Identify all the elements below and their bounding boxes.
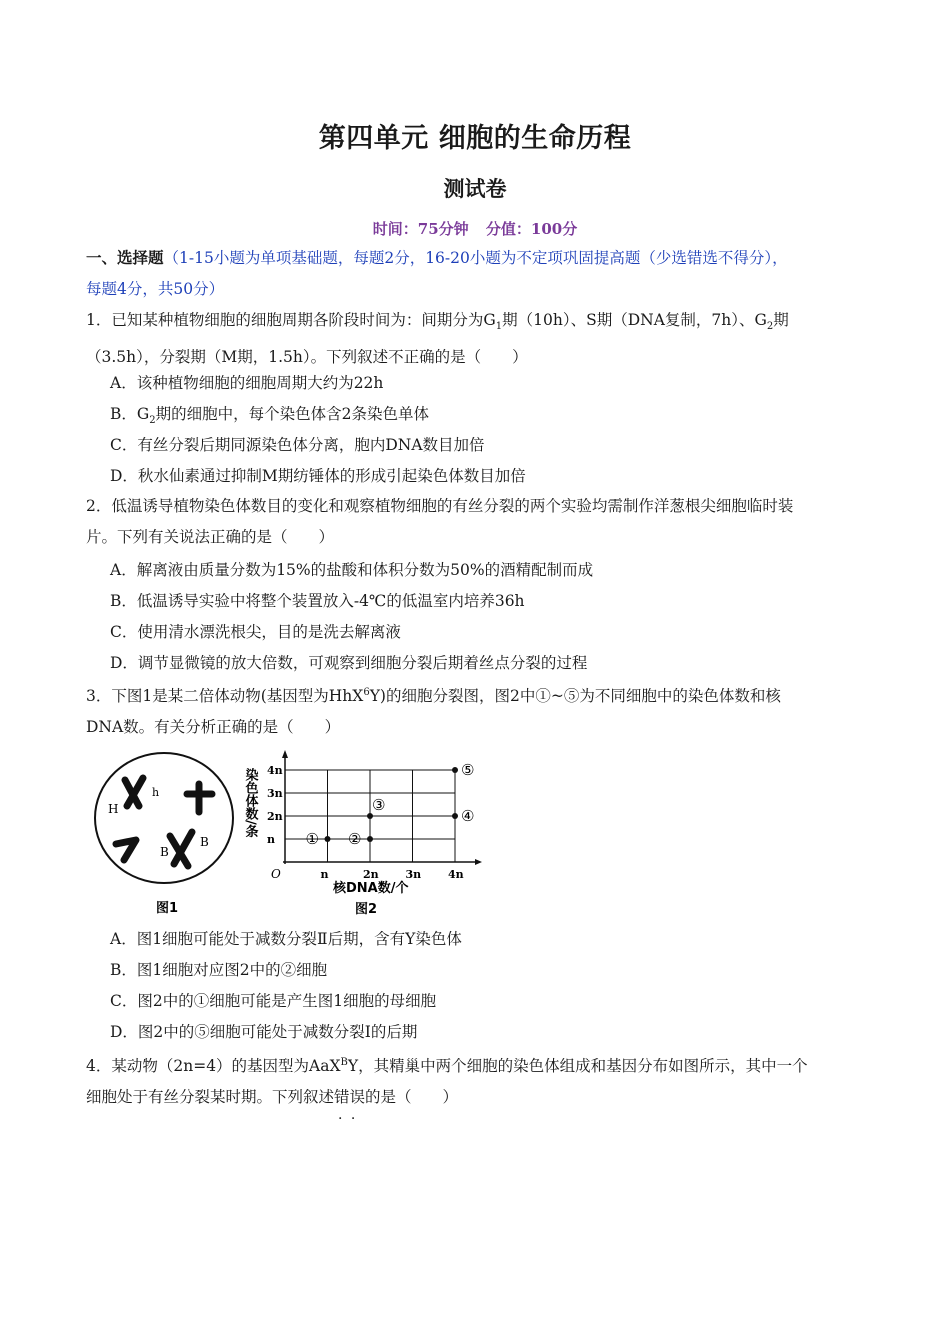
q1-b-sub: 2 [149,415,156,427]
data-point-⑤ [452,767,458,773]
q1-text-line2: （3.5h），分裂期（M期，1.5h）。下列叙述不正确的是（ ） [86,348,528,367]
q2-option-b[interactable]: B．低温诱导实验中将整个装置放入-4℃的低温室内培养36h [110,592,525,610]
q3-text-a: 3．下图1是某二倍体动物(基因型为HhX [86,687,364,706]
q2-option-c[interactable]: C．使用清水漂洗根尖，目的是洗去解离液 [110,623,401,641]
x-tick-label: n [320,868,329,881]
origin-label: O [271,867,281,881]
section-header [86,243,866,305]
section-note-2: 每题4分，共50分） [86,280,225,298]
q1-text-c: 期 [773,311,789,329]
x-tick-label: 2n [363,868,379,881]
q1-option-d[interactable]: D．秋水仙素通过抑制M期纺锤体的形成引起染色体数目加倍 [110,467,526,485]
exam-score: 分值：100分 [485,220,578,238]
q3-option-c[interactable]: C．图2中的①细胞可能是产生图1细胞的母细胞 [110,992,437,1010]
gene-label-B-left: B [160,845,169,859]
cell-membrane [95,753,233,883]
q3-sup: 6 [363,687,370,698]
x-tick-label: 4n [448,868,464,881]
data-point-label: ① [305,830,319,848]
figure-2-label: 图2 [355,902,378,917]
figure-1-cell [95,753,233,916]
question-4-stem [86,1047,866,1113]
q1-sub-1: 1 [495,321,503,333]
q2-text-line2: 片。下列有关说法正确的是（ ） [86,528,335,546]
exam-meta [0,218,950,239]
q1-option-a[interactable]: A．该种植物细胞的细胞周期大约为22h [110,374,384,392]
q3-figure-svg [92,748,492,920]
chromosome-bottom-left [116,840,136,860]
q4-text-line2a: 细胞处于有丝分裂某时期。下列叙述 [86,1088,335,1107]
q4-text-b: Y，其精巢中两个细胞的染色体组成和基因分布如图所示，其中一个 [347,1057,808,1076]
q1-option-c[interactable]: C．有丝分裂后期同源染色体分离，胞内DNA数目加倍 [110,436,485,454]
q1-option-b[interactable] [110,404,850,431]
q4-text-line2b: 的是（ ） [365,1088,459,1107]
chromosome-bottom-right [170,832,192,866]
chromosome-top-left [125,778,143,806]
q4-emphasis-word: 错误 · · [334,1088,365,1106]
gene-label-H: H [108,802,119,816]
figure-2-chart [243,750,483,917]
x-axis-label: 核DNA数/个 [333,881,409,896]
q4-sup: B [340,1057,348,1068]
question-1-stem [86,305,866,373]
q1-b-text-a: B．G [110,405,150,423]
q1-text-a: 1．已知某种植物细胞的细胞周期各阶段时间为：间期分为G [86,311,496,329]
question-3-stem [86,677,866,743]
q2-option-a[interactable]: A．解离液由质量分数为15%的盐酸和体积分数为50%的酒精配制而成 [110,561,594,579]
y-tick-label: n [267,833,275,846]
q1-b-text-b: 期的细胞中，每个染色体含2条染色单体 [155,405,430,423]
q3-text-b: Y)的细胞分裂图，图2中①~⑤为不同细胞中的染色体数和核 [369,687,781,706]
data-point-label: ③ [372,796,386,814]
q3-option-b[interactable]: B．图1细胞对应图2中的②细胞 [110,961,328,979]
data-point-① [325,836,331,842]
question-2-stem [86,491,866,553]
y-tick-label: 4n [267,764,283,777]
q3-figures [92,748,492,920]
y-tick-label: 2n [267,810,283,823]
data-point-label: ④ [461,807,475,825]
y-axis-label: 染色体数/条 [242,768,258,838]
q3-text-line2: DNA数。有关分析正确的是（ ） [86,718,341,737]
q1-sub-2: 2 [766,321,774,333]
q2-option-d[interactable]: D．调节显微镜的放大倍数，可观察到细胞分裂后期着丝点分裂的过程 [110,654,588,672]
gene-label-B-right: B [200,835,209,849]
x-tick-label: 3n [405,868,422,881]
section-note-1: （1-15小题为单项基础题，每题2分，16-20小题为不定项巩固提高题（少选错选不得分）， [163,249,788,267]
y-tick-label: 3n [267,787,283,800]
x-axis-arrow [475,859,482,865]
q2-text-line1: 2．低温诱导植物染色体数目的变化和观察植物细胞的有丝分裂的两个实验均需制作洋葱根尖细胞临时装 [86,497,794,515]
q3-option-a[interactable]: A．图1细胞可能处于减数分裂Ⅱ后期，含有Y染色体 [110,930,462,948]
q1-text-b: 期（10h）、S期（DNA复制，7h）、G [502,311,767,329]
figure-1-label: 图1 [156,901,179,916]
data-point-② [367,836,373,842]
data-point-④ [452,813,458,819]
y-axis-arrow [282,750,288,758]
data-point-label: ② [348,830,362,848]
page-subtitle: 测试卷 [443,177,507,201]
q3-option-d[interactable]: D．图2中的⑤细胞可能处于减数分裂Ⅰ的后期 [110,1023,418,1041]
gene-label-h: h [152,786,160,799]
data-point-label: ⑤ [461,761,475,779]
section-title: 一、选择题 [86,249,164,267]
page-title: 第四单元 细胞的生命历程 [318,123,632,154]
q4-text-a: 4．某动物（2n=4）的基因型为AaX [86,1057,341,1076]
exam-time: 时间：75分钟 [372,220,469,238]
chromosome-top-right [187,784,212,812]
